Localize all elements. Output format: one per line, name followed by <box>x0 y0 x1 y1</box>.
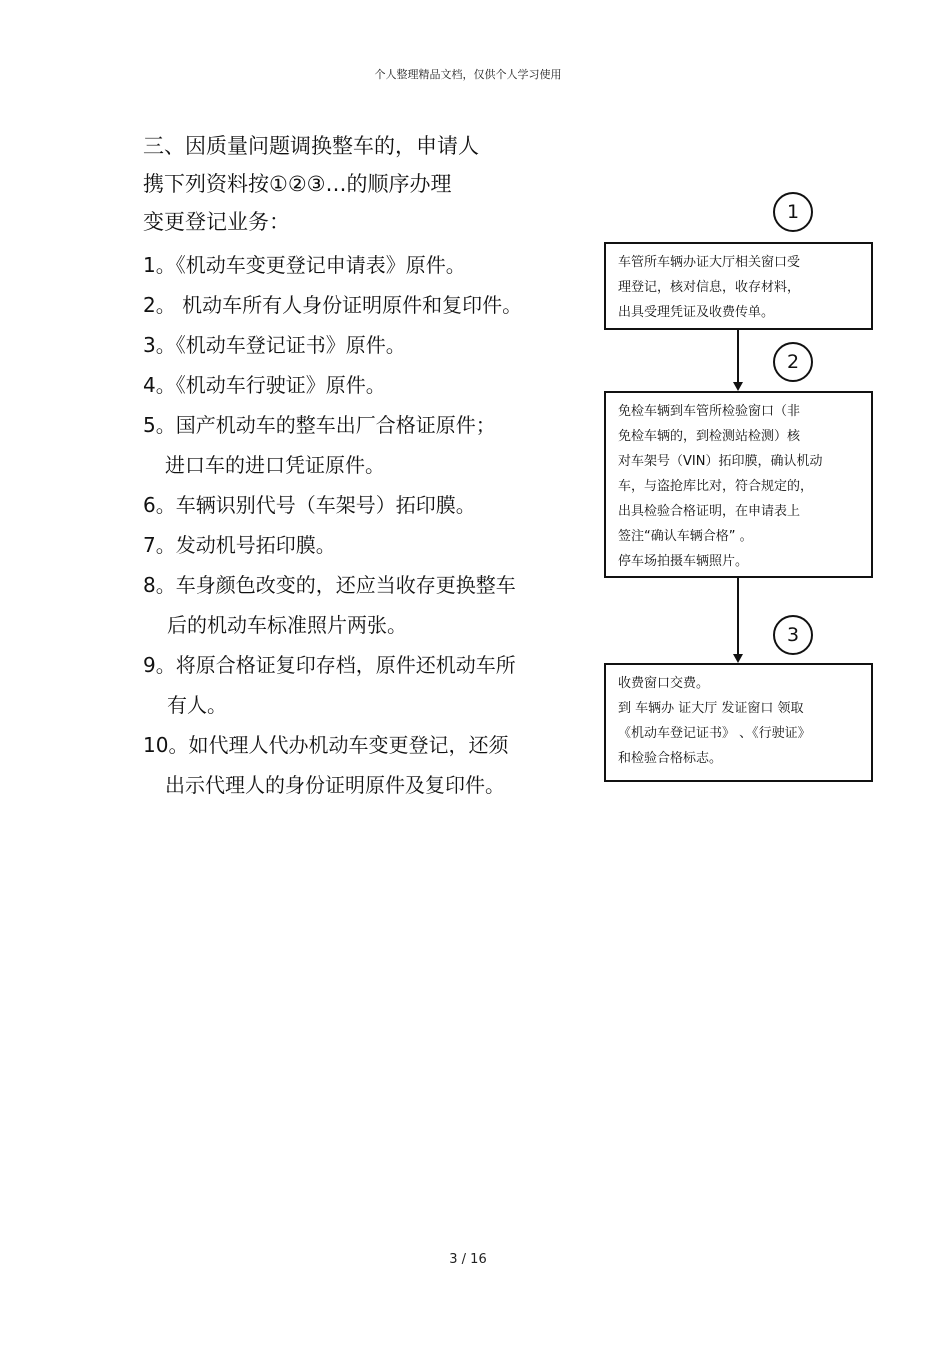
list-item <box>143 565 573 645</box>
step-number-circle: 2 <box>773 342 813 382</box>
flow-arrowhead <box>733 654 743 663</box>
requirements-section <box>143 127 573 805</box>
list-item-continuation: 有人。 <box>167 693 227 717</box>
flow-step-text: 车，与盗抢库比对，符合规定的， <box>618 479 814 494</box>
list-item-text: 10。如代理人代办机动车变更登记，还须 <box>143 733 509 757</box>
list-item <box>143 285 573 325</box>
list-item-continuation: 出示代理人的身份证明原件及复印件。 <box>165 773 505 797</box>
list-item <box>143 365 573 405</box>
section-title-line: 携下列资料按①②③…的顺序办理 <box>143 172 452 196</box>
flow-step-text: 和检验合格标志。 <box>618 751 723 766</box>
flow-step-box <box>604 663 873 782</box>
list-item-text: 7。发动机号拓印膜。 <box>143 533 336 557</box>
flow-step-text: 签注“确认车辆合格” 。 <box>618 529 753 544</box>
list-item <box>143 405 573 485</box>
list-item-text: 6。车辆识别代号（车架号）拓印膜。 <box>143 493 476 517</box>
list-item <box>143 325 573 365</box>
flow-arrowhead <box>733 382 743 391</box>
flow-step-text: 《机动车登记证书》 、《行驶证》 <box>618 726 811 741</box>
list-item <box>143 645 573 725</box>
flow-arrow-line <box>737 330 739 383</box>
flow-step-text: 理登记，核对信息，收存材料， <box>618 280 801 295</box>
flow-step-box <box>604 391 873 578</box>
section-title-line: 三、因质量问题调换整车的，申请人 <box>143 134 479 158</box>
flow-step-text: 免检车辆的，到检测站检测）核 <box>618 429 801 444</box>
flow-step-text: 对车架号（VIN）拓印膜，确认机动 <box>618 454 823 469</box>
list-item-text: 1。《机动车变更登记申请表》原件。 <box>143 253 466 277</box>
list-item-text: 2。 机动车所有人身份证明原件和复印件。 <box>143 293 523 317</box>
list-item <box>143 725 573 805</box>
page-header: 个人整理精品文档，仅供个人学习使用 <box>374 68 562 81</box>
flow-step-text: 收费窗口交费。 <box>618 676 710 691</box>
flow-step-text: 出具受理凭证及收费传单。 <box>618 305 775 320</box>
page-number: 3 / 16 <box>449 1252 487 1267</box>
flow-step-text: 车管所车辆办证大厅相关窗口受 <box>618 255 801 270</box>
flow-step-text: 到 车辆办 证大厅 发证窗口 领取 <box>618 701 804 716</box>
step-number-circle: 3 <box>773 615 813 655</box>
list-item-text: 9。将原合格证复印存档，原件还机动车所 <box>143 653 516 677</box>
flow-step-text: 停车场拍摄车辆照片。 <box>618 554 749 569</box>
list-item <box>143 525 573 565</box>
list-item <box>143 485 573 525</box>
flow-arrow-line <box>737 578 739 655</box>
flow-step-text: 免检车辆到车管所检验窗口（非 <box>618 404 801 419</box>
list-item <box>143 245 573 285</box>
list-item-text: 4。《机动车行驶证》原件。 <box>143 373 386 397</box>
list-item-continuation: 进口车的进口凭证原件。 <box>165 453 385 477</box>
list-item-continuation: 后的机动车标准照片两张。 <box>167 613 407 637</box>
step-number-circle: 1 <box>773 192 813 232</box>
list-item-text: 3。《机动车登记证书》原件。 <box>143 333 406 357</box>
section-title-line: 变更登记业务： <box>143 210 290 234</box>
flow-step-text: 出具检验合格证明，在申请表上 <box>618 504 801 519</box>
list-item-text: 5。国产机动车的整车出厂合格证原件； <box>143 413 496 437</box>
list-item-text: 8。车身颜色改变的，还应当收存更换整车 <box>143 573 516 597</box>
flow-step-box <box>604 242 873 330</box>
